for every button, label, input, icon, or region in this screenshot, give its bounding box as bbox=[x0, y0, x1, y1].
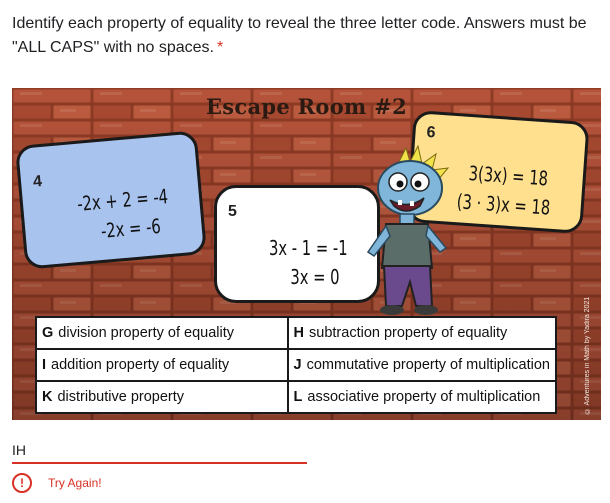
option-cell bbox=[36, 349, 288, 381]
equation-line: -2x = -6 bbox=[99, 213, 162, 243]
zombie-illustration bbox=[358, 144, 458, 320]
image-credit: © Adventures in Math by Yadira 2021 bbox=[584, 296, 591, 414]
equation-card-4 bbox=[15, 130, 207, 269]
table-row bbox=[36, 317, 556, 349]
option-letter: J bbox=[293, 357, 302, 373]
card-equations bbox=[76, 182, 172, 248]
equation-line: (3 · 3)x = 18 bbox=[456, 189, 552, 220]
equation-line: -2x + 2 = -4 bbox=[76, 184, 169, 216]
required-asterisk: * bbox=[216, 39, 224, 56]
card-number: 6 bbox=[425, 123, 437, 142]
card-equations bbox=[269, 234, 348, 292]
card-equations bbox=[456, 158, 553, 222]
card-number: 4 bbox=[32, 172, 43, 191]
option-text: division property of equality bbox=[58, 325, 234, 341]
option-text: commutative property of multiplication bbox=[306, 357, 550, 373]
option-cell bbox=[288, 317, 556, 349]
option-letter: H bbox=[293, 325, 305, 341]
option-text: addition property of equality bbox=[51, 357, 230, 373]
option-cell bbox=[36, 317, 288, 349]
option-text: subtraction property of equality bbox=[309, 325, 508, 341]
option-cell bbox=[36, 381, 288, 413]
option-cell bbox=[288, 349, 556, 381]
equation-card-5 bbox=[214, 185, 380, 303]
equation-line: 3x = 0 bbox=[290, 265, 340, 289]
error-icon: ! bbox=[12, 473, 32, 493]
question-text: Identify each property of equality to reveal the three letter code. Answers must be "ALL CAPS" with no spaces. bbox=[12, 15, 587, 56]
option-text: distributive property bbox=[57, 389, 185, 405]
table-row bbox=[36, 381, 556, 413]
answer-key-table bbox=[35, 316, 557, 414]
table-row bbox=[36, 349, 556, 381]
option-letter: I bbox=[42, 357, 47, 373]
error-message: Try Again! bbox=[48, 476, 102, 490]
option-cell bbox=[288, 381, 556, 413]
option-letter: L bbox=[293, 389, 303, 405]
equation-line: 3(3x) = 18 bbox=[467, 160, 549, 191]
answer-input[interactable] bbox=[12, 438, 307, 464]
validation-error bbox=[12, 472, 102, 494]
equation-line: 3x - 1 = -1 bbox=[269, 236, 348, 260]
option-letter: K bbox=[42, 389, 53, 405]
option-letter: G bbox=[42, 325, 54, 341]
card-number: 5 bbox=[228, 203, 237, 220]
puzzle-title: Escape Room #2 bbox=[206, 94, 407, 119]
option-text: associative property of multiplication bbox=[307, 389, 541, 405]
escape-room-image bbox=[12, 88, 601, 420]
question-title bbox=[12, 12, 602, 60]
